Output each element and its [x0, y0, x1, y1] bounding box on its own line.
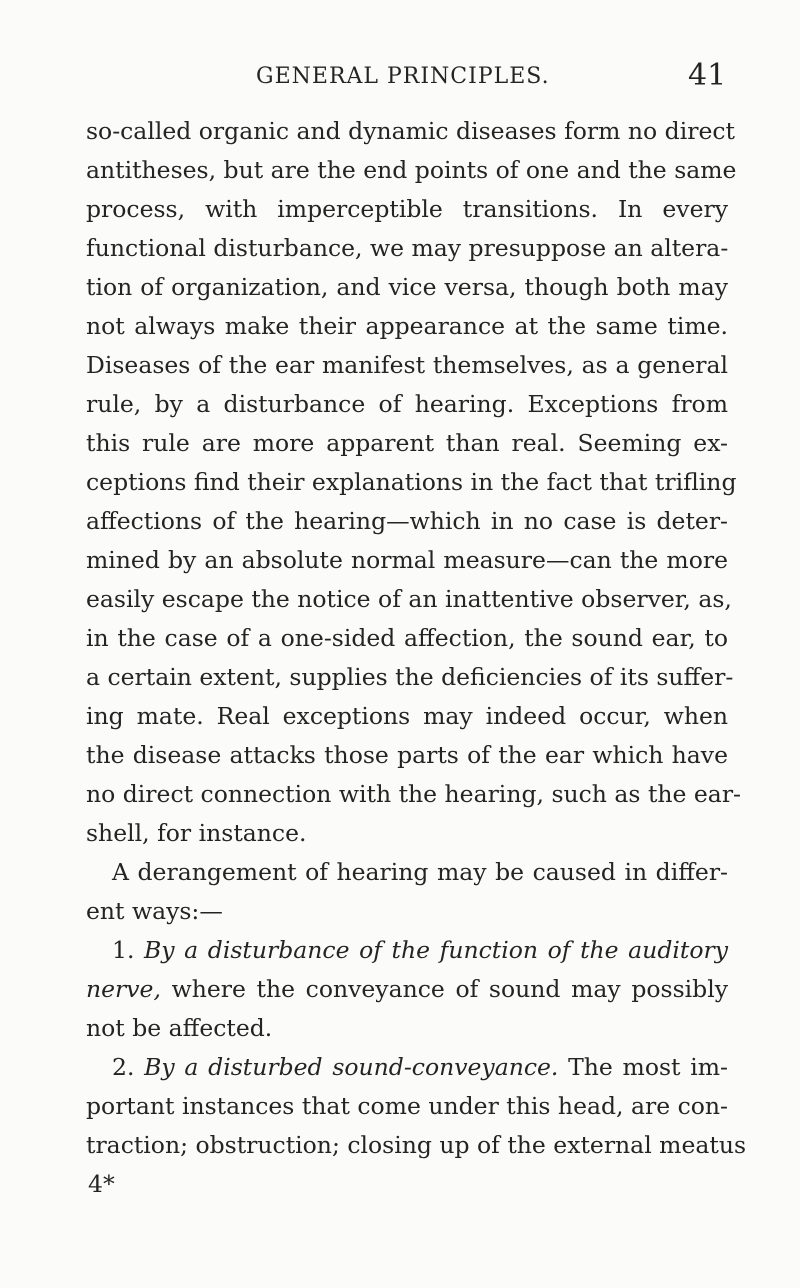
text-line: shell, for instance.: [86, 819, 307, 847]
text-line: ent ways:—: [86, 897, 223, 925]
list-item-2-number: 2.: [112, 1053, 135, 1081]
text-line: in the case of a one-sided affection, the sound ear, to: [86, 624, 728, 652]
running-head-title: GENERAL PRINCIPLES.: [256, 64, 550, 89]
list-item-1-number: 1.: [112, 936, 135, 964]
text-line: process, with imperceptible transitions. In every: [86, 195, 728, 223]
list-item-1-line-2: [86, 969, 728, 1009]
text-line: A derangement of hearing may be caused in differ-: [112, 858, 728, 886]
text-line: affections of the hearing—which in no case is deter-: [86, 507, 728, 535]
running-head: [0, 58, 800, 98]
text-line: traction; obstruction; closing up of the external meatus: [86, 1131, 747, 1159]
signature-mark: 4*: [88, 1170, 115, 1198]
list-item-2-line-1: [112, 1047, 728, 1087]
text-line: not be affected.: [86, 1014, 273, 1042]
text-line: no direct connection with the hearing, such as the ear-: [86, 780, 741, 808]
list-item-1-line-1: [112, 930, 728, 970]
text-line: easily escape the notice of an inattentive observer, as,: [86, 585, 732, 613]
text-line: ing mate. Real exceptions may indeed occur, when: [86, 702, 728, 730]
text-line: mined by an absolute normal measure—can the more: [86, 546, 728, 574]
page-number: 41: [688, 58, 727, 93]
text-line: tion of organization, and vice versa, though both may: [86, 273, 728, 301]
list-item-1-heading-cont: nerve,: [86, 975, 161, 1003]
text-line: functional disturbance, we may presuppose an altera-: [86, 234, 729, 262]
text-line: antitheses, but are the end points of one and the same: [86, 156, 737, 184]
text-line: a certain extent, supplies the deficiencies of its suffer-: [86, 663, 734, 691]
text-line: this rule are more apparent than real. Seeming ex-: [86, 429, 728, 457]
list-item-2-heading: By a disturbed sound-conveyance.: [144, 1053, 559, 1081]
list-item-1-text: where the conveyance of sound may possibly: [171, 975, 728, 1003]
text-line: so-called organic and dynamic diseases form no direct: [86, 117, 735, 145]
text-line: portant instances that come under this head, are con-: [86, 1092, 728, 1120]
list-item-1-heading: By a disturbance of the function of the auditory: [144, 936, 728, 964]
text-line: not always make their appearance at the same time.: [86, 312, 728, 340]
text-line: rule, by a disturbance of hearing. Exceptions from: [86, 390, 728, 418]
text-line: Diseases of the ear manifest themselves, as a general: [86, 351, 728, 379]
list-item-2-text: The most im-: [568, 1053, 728, 1081]
text-line: ceptions find their explanations in the fact that trifling: [86, 468, 737, 496]
text-line: the disease attacks those parts of the ear which have: [86, 741, 728, 769]
